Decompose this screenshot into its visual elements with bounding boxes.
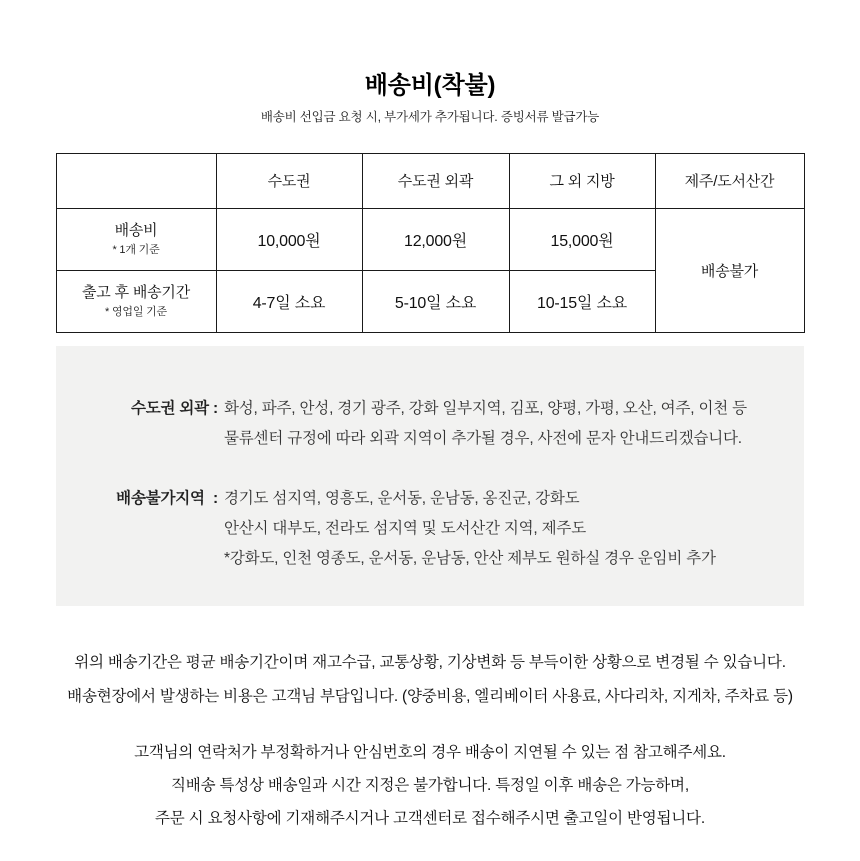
footer-line: 위의 배송기간은 평균 배송기간이며 재고수급, 교통상황, 기상변화 등 부득이한 상황으로 변경될 수 있습니다. (74, 653, 786, 671)
footer-line: 주문 시 요청사항에 기재해주시거나 고객센터로 접수해주시면 출고일이 반영됩니다. (155, 809, 705, 827)
column-header-empty (56, 153, 216, 208)
notice-line: 안산시 대부도, 전라도 섬지역 및 도서산간 지역, 제주도 (224, 519, 586, 537)
column-header-other-regions: 그 외 지방 (509, 153, 655, 208)
duration-cell-metro-outskirts: 5-10일 소요 (362, 270, 509, 332)
footer-paragraph-delivery-conditions (0, 646, 860, 714)
table-row-fee (56, 208, 804, 270)
notice-lines (218, 394, 747, 454)
page-title: 배송비(착불) (364, 72, 496, 99)
notice-line: *강화도, 인천 영종도, 운서동, 운남동, 안산 제부도 원하실 경우 운임비 추가 (224, 549, 716, 567)
notice-line: 화성, 파주, 안성, 경기 광주, 강화 일부지역, 김포, 양평, 가평, 오산, 여주, 이천 등 (224, 399, 747, 417)
footer-line: 직배송 특성상 배송일과 시간 지정은 불가합니다. 특정일 이후 배송은 가능하며, (171, 776, 689, 794)
notice-section-metro-outskirts (56, 394, 804, 454)
fee-cell-other-regions: 15,000원 (509, 208, 655, 270)
page-subtitle: 배송비 선입금 요청 시, 부가세가 추가됩니다. 증빙서류 발급가능 (260, 110, 600, 124)
fee-cell-metro: 10,000원 (216, 208, 362, 270)
row-header-duration (56, 270, 216, 332)
shipping-fee-table (56, 153, 805, 333)
notice-line: 경기도 섬지역, 영흥도, 운서동, 운남동, 옹진군, 강화도 (224, 489, 580, 507)
row-header-fee (56, 208, 216, 270)
notice-label: 수도권 외곽 : (130, 399, 218, 417)
duration-cell-metro: 4-7일 소요 (216, 270, 362, 332)
notice-line: 물류센터 규정에 따라 외곽 지역이 추가될 경우, 사전에 문자 안내드리겠습니다. (224, 429, 742, 447)
notice-section-no-delivery-area (56, 484, 804, 574)
row-note: * 영업일 기준 (105, 305, 167, 318)
column-header-metro: 수도권 (216, 153, 362, 208)
notice-lines (218, 484, 716, 574)
row-note: * 1개 기준 (112, 243, 160, 256)
duration-cell-other-regions: 10-15일 소요 (509, 270, 655, 332)
notice-box (56, 346, 804, 606)
footer-line: 배송현장에서 발생하는 비용은 고객님 부담입니다. (양중비용, 엘리베이터 사용료, 사다리차, 지게차, 주차료 등) (67, 687, 793, 705)
table-header-row (56, 153, 804, 208)
column-header-jeju-islands: 제주/도서산간 (655, 153, 804, 208)
footer-paragraph-customer-notice (0, 736, 860, 835)
header (0, 0, 860, 124)
row-label: 배송비 (114, 222, 158, 240)
row-label: 출고 후 배송기간 (82, 284, 190, 302)
column-header-metro-outskirts: 수도권 외곽 (362, 153, 509, 208)
fee-cell-metro-outskirts: 12,000원 (362, 208, 509, 270)
footer-line: 고객님의 연락처가 부정확하거나 안심번호의 경우 배송이 지연될 수 있는 점 참고해주세요. (134, 743, 726, 761)
notice-label: 배송불가지역 : (116, 489, 218, 507)
no-delivery-cell: 배송불가 (655, 208, 804, 332)
